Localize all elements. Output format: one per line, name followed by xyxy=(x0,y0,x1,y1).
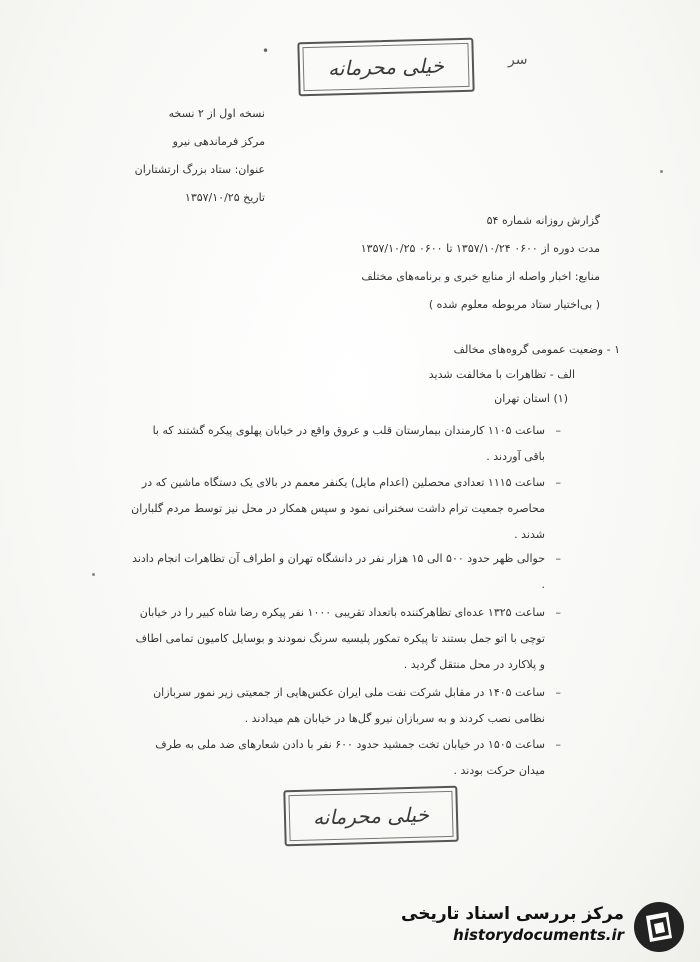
report-source: منابع: اخبار واصله از منابع خبری و برنامه‌های مختلف xyxy=(361,270,600,283)
report-item: – ساعت ۱۴۰۵ در مقابل شرکت نفت ملی ایران عکس‌هایی از جمعیتی زیر نمور سربازان نظامی نصب کردند و به سربازان نیرو گل‌ها در خیابان هم میدادند . xyxy=(153,686,561,725)
watermark-url: historydocuments.ir xyxy=(453,926,624,944)
section-heading: ۱ - وضعیت عمومی گروه‌های مخالف xyxy=(453,343,620,356)
paper-speck xyxy=(92,573,95,576)
report-item: – ساعت ۱۵۰۵ در خیابان تخت جمشید حدود ۶۰۰ نفر با دادن شعارهای ضد ملی به طرف میدان حرکت بودند . xyxy=(155,738,561,777)
archive-logo-icon xyxy=(632,900,686,954)
header-date-line: تاریخ ۱۳۵۷/۱۰/۲۵ xyxy=(184,191,265,204)
corner-mark: سر xyxy=(508,52,528,68)
header-copy-line: نسخه اول از ۲ نسخه xyxy=(168,107,265,120)
watermark-title: مرکز بررسی اسناد تاریخی xyxy=(401,904,624,924)
header-subject-line: عنوان: ستاد بزرگ ارتشتاران xyxy=(134,163,265,176)
report-item: – حوالی ظهر حدود ۵۰۰ الی ۱۵ هزار نفر در دانشگاه تهران و اطراف آن تظاهرات انجام دادند . xyxy=(132,552,561,591)
report-item: – ساعت ۱۳۲۵ عده‌ای تظاهرکننده باتعداد تقریبی ۱۰۰۰ نفر پیکره رضا شاه کبیر را در خیابان توچی با اتو جمل بستند تا پیکره تمکور پلیسیه سرنگ نمودند و بوسایل کامیون تمامی اطاف و پلاکارد در محل منتقل گردید . xyxy=(135,606,561,671)
report-heading xyxy=(340,207,600,319)
document-header xyxy=(134,100,265,212)
report-item-text: ساعت ۱۴۰۵ در مقابل شرکت نفت ملی ایران عکس‌هایی از جمعیتی زیر نمور سربازان نظامی نصب کردند و به سربازان نیرو گل‌ها در خیابان هم میدادند . xyxy=(153,686,545,725)
report-item-text: ساعت ۱۱۰۵ کارمندان بیمارستان قلب و عروق واقع در خیابان پهلوی پیکره گشتند که با باقی آوردند . xyxy=(152,424,545,463)
report-item-text: ساعت ۱۳۲۵ عده‌ای تظاهرکننده باتعداد تقریبی ۱۰۰۰ نفر پیکره رضا شاه کبیر را در خیابان توچی با اتو جمل بستند تا پیکره تمکور پلیسیه سرنگ نمودند و بوسایل کامیون تمامی اطاف و پلاکارد در محل منتقل گردید . xyxy=(135,606,545,671)
header-office-line: مرکز فرماندهی نیرو xyxy=(172,135,265,148)
archive-watermark xyxy=(401,898,690,956)
watermark-text xyxy=(401,904,624,944)
report-period: مدت دوره از ۰۶۰۰ ۱۳۵۷/۱۰/۲۴ تا ۰۶۰۰ ۱۳۵۷/۱۰/۲۵ xyxy=(360,242,600,255)
report-number: گزارش روزانه شماره ۵۴ xyxy=(486,214,600,227)
report-note: ( بی‌اختیار ستاد مربوطه معلوم شده ) xyxy=(428,298,600,311)
paper-speck xyxy=(660,170,663,173)
report-item-text: ساعت ۱۵۰۵ در خیابان تخت جمشید حدود ۶۰۰ نفر با دادن شعارهای ضد ملی به طرف میدان حرکت بودند . xyxy=(155,738,545,777)
report-item-text: حوالی ظهر حدود ۵۰۰ الی ۱۵ هزار نفر در دانشگاه تهران و اطراف آن تظاهرات انجام دادند . xyxy=(132,552,545,591)
classification-stamp-top: خیلی محرمانه xyxy=(297,38,474,97)
classification-stamp-bottom: خیلی محرمانه xyxy=(283,786,458,847)
report-item-text: ساعت ۱۱۱۵ تعدادی محصلین (اعدام مایل) یکنفر معمم در بالای یک دستگاه ماشین که در محاصره جمعیت ترام داشت سخنرانی نمود و سپس همکار در محل نیز توسط مردم گلباران شدند . xyxy=(131,476,545,541)
subsection-heading: الف - تظاهرات با مخالفت شدید xyxy=(428,368,575,381)
report-item: – ساعت ۱۱۱۵ تعدادی محصلین (اعدام مایل) یکنفر معمم در بالای یک دستگاه ماشین که در محاصره جمعیت ترام داشت سخنرانی نمود و سپس همکار در محل نیز توسط مردم گلباران شدند . xyxy=(131,476,561,541)
province-heading: (۱) استان تهران xyxy=(494,392,568,405)
report-item: – ساعت ۱۱۰۵ کارمندان بیمارستان قلب و عروق واقع در خیابان پهلوی پیکره گشتند که با باقی آوردند . xyxy=(152,424,561,463)
stamp-small-mark: • xyxy=(262,44,270,58)
